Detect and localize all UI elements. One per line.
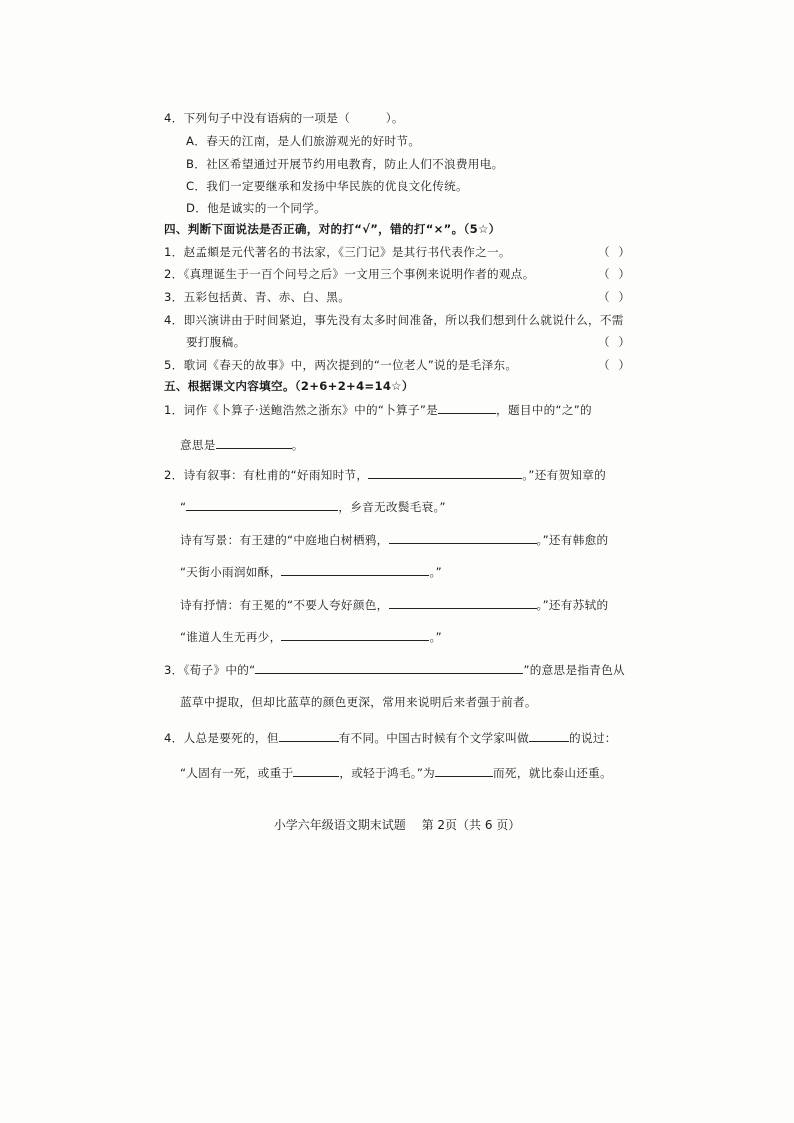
exam-page: 4．下列句子中没有语病的一项是（ ）。 A．春天的江南，是人们旅游观光的好时节。 B．社区希望通过开展节约用电教育，防止人们不浪费用电。 C．我们一定要继承和发扬中华民族的优良文化传统。 D．他是诚实的一个同学。 四、判断下面说法是否正确，对的打“√”，错的打“×”。（5☆） 1．赵孟頫是元代著名的书法家，《三门记》是其行书代表作之一。 （ ） 2．《真理诞生于一百个问号之后》一文用三个事例来说明作者的观点。 （ ） 3．五彩包括黄、青、赤、白、黑。 （ ） 4．即兴演讲由于时间紧迫，事先没有太多时间准备，所以我们想到什么就说什么，不需 要打腹稿。 （ ） 5．歌词《春天的故事》中，两次提到的“一位老人”说的是毛泽东。 （ ） 五、根据课文内容填空。（2+6+2+4=14☆） 1．词作《卜算子·送鲍浩然之浙东》中的“卜算子”是 ，题目中的“之”的 意思是 。 2．诗有叙事：有杜甫的“好雨知时节， 。”还有贺知章的 “ ，乡音无改鬓毛衰。” 诗有写景：有王建的“中庭地白树栖鸦， 。”还有韩愈的 “天街小雨润如酥， 。” 诗有抒情：有王冕的“不要人夸好颜色， 。”还有苏轼的 “谁道人生无再少， 。” 3．《荀子》中的“ ”的意思是指青色从 蓝草中提取，但却比蓝草的颜色更深，常用来说明后来者强于前者。 4．人总是要死的，但 有不同。中国古时候有个文学家叫做 的说过： “人固有一死，或重于 ，或轻于鸿毛。”为 而死，就比泰山还重。 小学六年级语文期末试题 第 2页（共 6 页）: [0, 0, 794, 1123]
answer-blank[interactable]: [186, 498, 338, 511]
fill-q2-line6: “谁道人生无再少， 。”: [180, 630, 442, 644]
answer-blank[interactable]: [281, 628, 429, 641]
fill-q4-line2: “人固有一死，或重于 ，或轻于鸿毛。”为 而死，就比泰山还重。: [180, 766, 612, 780]
answer-blank[interactable]: [216, 436, 292, 449]
answer-blank[interactable]: [279, 729, 339, 742]
fill-q1-line1: 1．词作《卜算子·送鲍浩然之浙东》中的“卜算子”是 ，题目中的“之”的: [164, 403, 592, 417]
answer-blank[interactable]: [438, 401, 496, 414]
fill-q1-line2: 意思是 。: [180, 438, 304, 452]
tf-item-1: 1．赵孟頫是元代著名的书法家，《三门记》是其行书代表作之一。: [164, 245, 511, 259]
exam-title: 小学六年级语文期末试题: [273, 818, 406, 832]
q4-stem: 4．下列句子中没有语病的一项是（ ）。: [164, 111, 404, 125]
fill-q2-line4: “天街小雨润如酥， 。”: [180, 565, 442, 579]
tf-item-5: 5．歌词《春天的故事》中，两次提到的“一位老人”说的是毛泽东。: [164, 358, 518, 372]
tf-item-3: 3．五彩包括黄、青、赤、白、黑。: [164, 290, 351, 304]
fill-q2-line1: 2．诗有叙事：有杜甫的“好雨知时节， 。”还有贺知章的: [164, 468, 607, 482]
page-number: 第 2页（共 6 页）: [421, 818, 521, 832]
page-footer: [0, 817, 794, 833]
answer-blank[interactable]: [293, 764, 339, 777]
answer-blank[interactable]: [389, 596, 537, 609]
fill-q2-line2: “ ，乡音无改鬓毛衰。”: [180, 500, 446, 514]
fill-q2-line5: 诗有抒情：有王冕的“不要人夸好颜色， 。”还有苏轼的: [180, 598, 609, 612]
fill-q2-line3: 诗有写景：有王建的“中庭地白树栖鸦， 。”还有韩愈的: [180, 533, 609, 547]
tf-item-4: 4．即兴演讲由于时间紧迫，事先没有太多时间准备，所以我们想到什么就说什么，不需: [164, 313, 624, 327]
answer-blank[interactable]: [255, 661, 523, 674]
q4-option-c: C．我们一定要继承和发扬中华民族的优良文化传统。: [186, 179, 468, 193]
tf-item-4-cont: 要打腹稿。: [186, 335, 246, 349]
q4-option-a: A．春天的江南，是人们旅游观光的好时节。: [186, 134, 421, 148]
q4-option-b: B．社区希望通过开展节约用电教育，防止人们不浪费用电。: [186, 157, 504, 171]
tf-item-2: 2．《真理诞生于一百个问号之后》一文用三个事例来说明作者的观点。: [164, 267, 535, 281]
section4-title: 四、判断下面说法是否正确，对的打“√”，错的打“×”。（5☆）: [164, 222, 501, 236]
fill-q3-line2: 蓝草中提取，但却比蓝草的颜色更深，常用来说明后来者强于前者。: [180, 695, 537, 709]
section5-title: 五、根据课文内容填空。（2+6+2+4=14☆）: [164, 379, 414, 393]
answer-blank[interactable]: [389, 531, 537, 544]
fill-q4-line1: 4．人总是要死的，但 有不同。中国古时候有个文学家叫做 的说过：: [164, 731, 617, 745]
answer-blank[interactable]: [435, 764, 493, 777]
answer-blank[interactable]: [529, 729, 569, 742]
q4-option-d: D．他是诚实的一个同学。: [186, 201, 327, 215]
answer-blank[interactable]: [368, 466, 522, 479]
fill-q3-line1: 3．《荀子》中的“ ”的意思是指青色从: [164, 663, 625, 677]
answer-blank[interactable]: [281, 563, 429, 576]
